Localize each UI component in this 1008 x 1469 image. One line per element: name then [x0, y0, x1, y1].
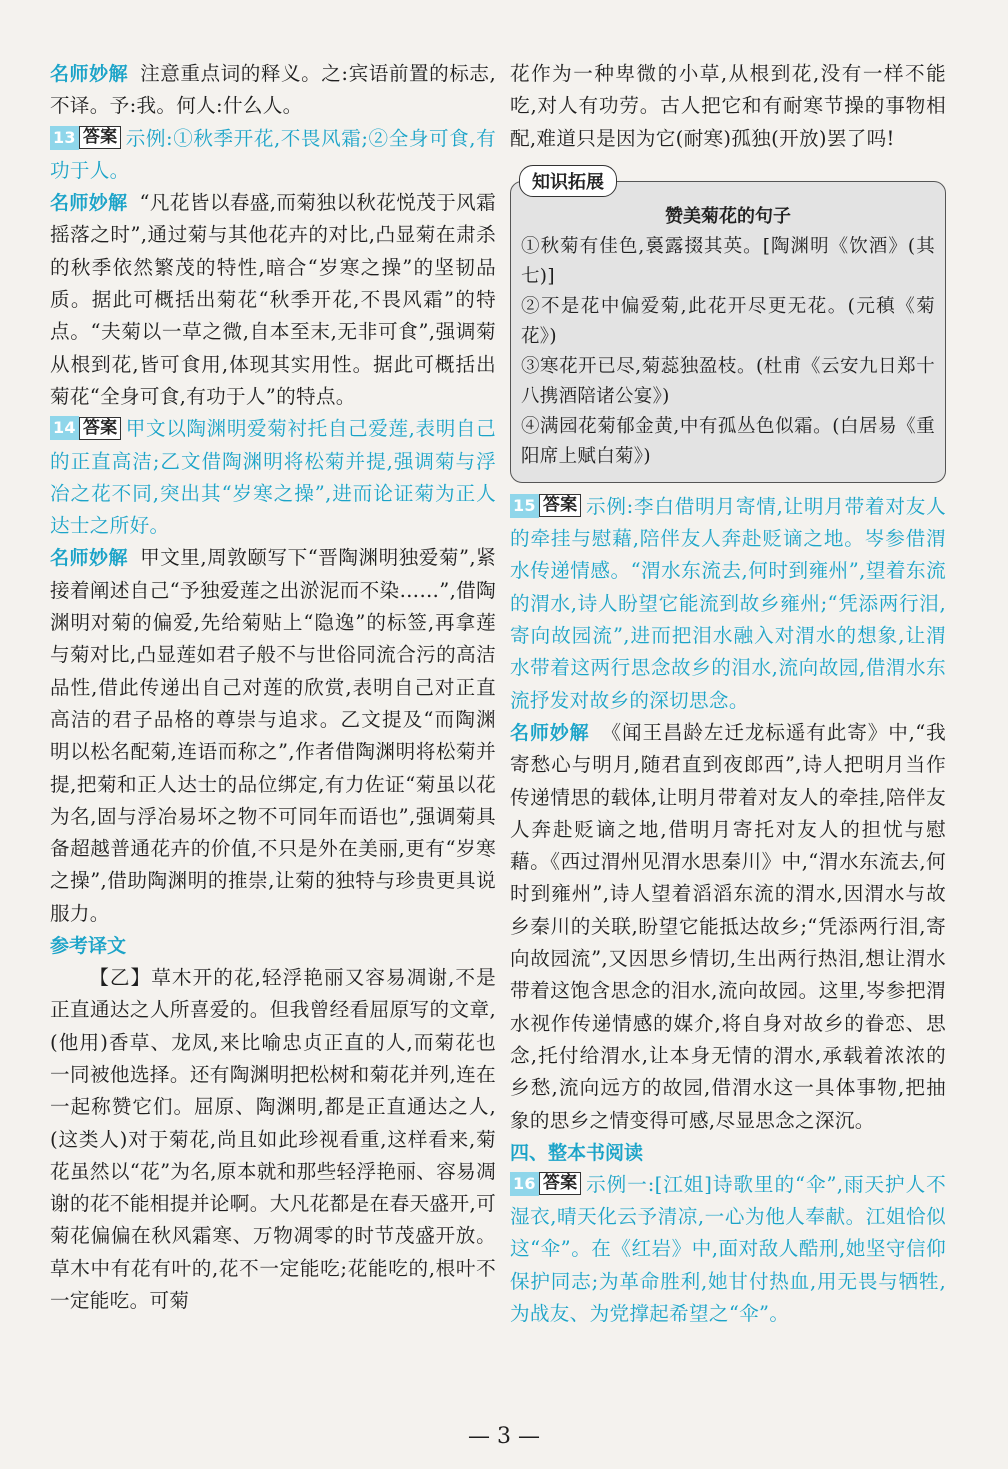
translation-continued: 花作为一种卑微的小草,从根到花,没有一样不能吃,对人有功劳。古人把它和有耐寒节操的事物相配,难道只是因为它(耐寒)孤独(开放)罢了吗! [510, 62, 946, 150]
knowledge-tag: 知识拓展 [519, 165, 617, 197]
analysis-text: 甲文里,周敦颐写下“晋陶渊明独爱菊”,紧接着阐述自己“予独爱莲之出淤泥而不染……”,借陶渊明对菊的偏爱,先给菊贴上“隐逸”的标签,再拿莲与菊对比,凸显莲如君子般不与世俗同流合污的高洁品性,借此传递出自己对莲的欣赏,表明自己对正直高洁的君子品格的尊崇与追求。乙文提及“而陶渊明以松名配菊,连语而称之”,作者借陶渊明将松菊并提,把菊和正人达士的品位绑定,有力佐证“菊虽以花为名,固与浮冶易坏之物不可同年而语也”,强调菊具备超越普通花卉的价值,不只是外在美丽,更有“岁寒之操”,借助陶渊明的推崇,让菊的独特与珍贵更具说服力。 [50, 546, 496, 925]
answer-label [50, 416, 121, 440]
question-number: 16 [510, 1172, 539, 1196]
analysis-tag: 名师妙解 [50, 192, 128, 215]
answer-word: 答案 [79, 417, 122, 440]
analysis-13 [50, 187, 496, 413]
reference-translation-text: 【乙】草木开的花,轻浮艳丽又容易凋谢,不是正直通达之人所喜爱的。但我曾经看屈原写的文章,(他用)香草、龙凤,来比喻忠贞正直的人,而菊花也一同被他选择。还有陶渊明把松树和菊花并列,连在一起称赞它们。屈原、陶渊明,都是正直通达之人,(这类人)对于菊花,尚且如此珍视看重,这样看来,菊花虽然以“花”为名,原本就和那些轻浮艳丽、容易凋谢的花不能相提并论啊。大凡花都是在春天盛开,可菊花偏偏在秋风霜寒、万物凋零的时节茂盛开放。草木中有花有叶的,花不一定能吃;花能吃的,根叶不一定能吃。可菊 [50, 966, 496, 1312]
analysis-14 [50, 542, 496, 930]
analysis-text: 《闻王昌龄左迁龙标遥有此寄》中,“我寄愁心与明月,随君直到夜郎西”,诗人把明月当作传递情思的载体,让明月带着对友人的牵挂,陪伴友人奔赴贬谪之地,借明月寄托对友人的担忧与慰藉。《西过渭州见渭水思秦川》中,“渭水东流去,何时到雍州”,诗人望着滔滔东流的渭水,因渭水与故乡秦川的关联,盼望它能抵达故乡;“凭添两行泪,寄向故园流”,又因思乡情切,生出两行热泪,想让渭水带着这饱含思念的泪水,流向故园。这里,岑参把渭水视作传递情感的媒介,将自身对故乡的眷恋、思念,托付给渭水,让本身无情的渭水,承载着浓浓的乡愁,流向远方的故园,借渭水这一具体事物,把抽象的思乡之情变得可感,尽显思念之深沉。 [510, 720, 946, 1132]
analysis-text: “凡花皆以春盛,而菊独以秋花悦茂于风霜摇落之时”,通过菊与其他花卉的对比,凸显菊在肃杀的秋季依然繁茂的特性,暗合“岁寒之操”的坚韧品质。据此可概括出菊花“秋季开花,不畏风霜”的特点。“夫菊以一草之微,自本至末,无非可食”,强调菊从根到花,皆可食用,体现其实用性。据此可概括出菊花“全身可食,有功于人”的特点。 [50, 191, 497, 408]
answer-15 [510, 491, 946, 717]
analysis-tag: 名师妙解 [510, 721, 590, 744]
knowledge-item: ①秋菊有佳色,裛露掇其英。[陶渊明《饮酒》(其七)] [521, 235, 935, 287]
answer-label [50, 126, 121, 150]
answer-label [510, 1172, 581, 1196]
answer-text: 甲文以陶渊明爱菊衬托自己爱莲,表明自己的正直高洁;乙文借陶渊明将松菊并提,强调菊与浮冶之花不同,突出其“岁寒之操”,进而论证菊为正人达士之所好。 [50, 417, 496, 538]
knowledge-item: ③寒花开已尽,菊蕊独盈枝。(杜甫《云安九日郑十八携酒陪诸公宴》) [521, 355, 935, 407]
analysis-tag: 名师妙解 [50, 547, 129, 570]
analysis-12 [50, 58, 496, 123]
knowledge-item: ④满园花菊郁金黄,中有孤丛色似霜。(白居易《重阳席上赋白菊》) [521, 415, 935, 467]
answer-text: 示例一:[江姐]诗歌里的“伞”,雨天护人不湿衣,晴天化云予清凉,一心为他人奉献。江姐恰似这“伞”。在《红岩》中,面对敌人酷刑,她坚守信仰保护同志;为革命胜利,她甘付热血,用无畏与牺牲,为战友、为党撑起希望之“伞”。 [510, 1172, 946, 1326]
answer-14 [50, 413, 496, 542]
right-column [510, 58, 946, 1330]
section-heading: 四、整本书阅读 [510, 1141, 644, 1164]
question-number: 15 [510, 494, 539, 518]
question-number: 13 [50, 126, 79, 150]
knowledge-title: 赞美菊花的句子 [665, 205, 791, 227]
analysis-tag: 名师妙解 [50, 63, 129, 85]
reference-translation-heading: 参考译文 [50, 935, 127, 958]
analysis-15 [510, 717, 946, 1137]
answer-label [510, 494, 581, 518]
left-column [50, 58, 496, 1317]
knowledge-box [510, 171, 946, 483]
question-number: 14 [50, 416, 79, 440]
answer-13 [50, 123, 496, 188]
analysis-text: 注意重点词的释义。之:宾语前置的标志,不译。予:我。何人:什么人。 [50, 62, 496, 118]
answer-word: 答案 [539, 1172, 582, 1195]
knowledge-item: ②不是花中偏爱菊,此花开尽更无花。(元稹《菊花》) [521, 295, 935, 347]
page-number: — 3 — [468, 1424, 540, 1449]
answer-word: 答案 [539, 494, 582, 517]
answer-text: 示例:李白借明月寄情,让明月带着对友人的牵挂与慰藉,陪伴友人奔赴贬谪之地。岑参借渭水传递情感。“渭水东流去,何时到雍州”,望着东流的渭水,诗人盼望它能流到故乡雍州;“凭添两行泪,寄向故园流”,进而把泪水融入对渭水的想象,让渭水带着这两行思念故乡的泪水,流向故园,借渭水东流抒发对故乡的深切思念。 [510, 494, 946, 712]
answer-word: 答案 [79, 126, 122, 149]
answer-16 [510, 1169, 946, 1330]
answer-text: 示例:①秋季开花,不畏风霜;②全身可食,有功于人。 [50, 126, 496, 182]
